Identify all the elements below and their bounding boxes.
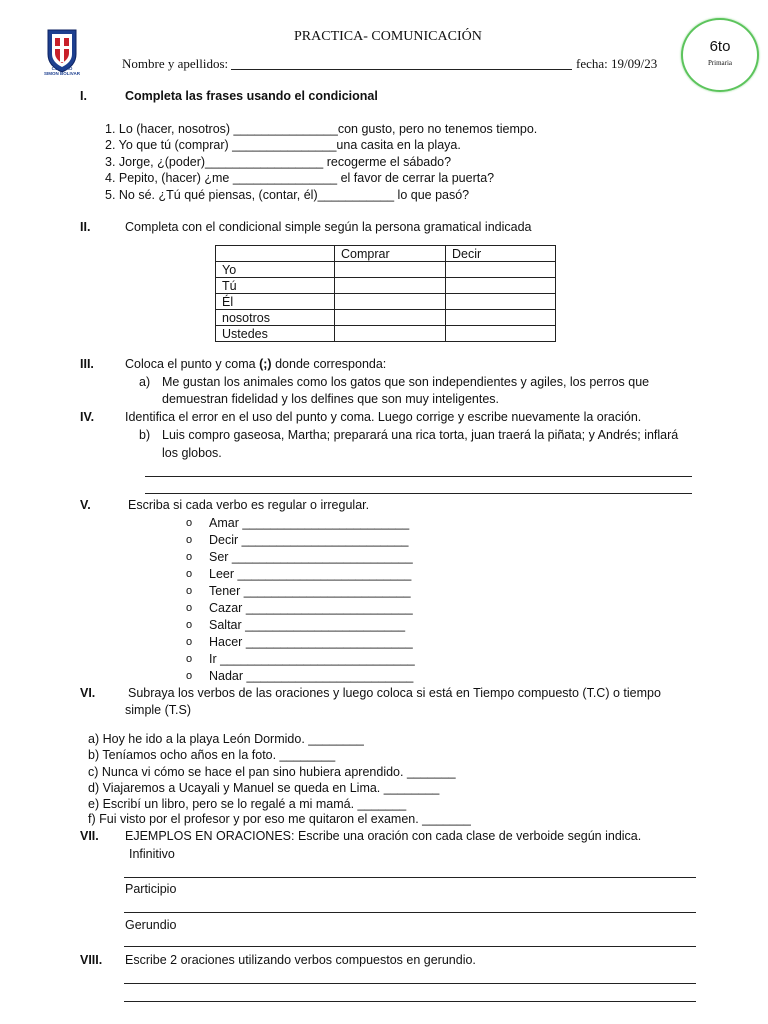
table-cell[interactable] [446, 262, 556, 278]
page-title: PRACTICA- COMUNICACIÓN [294, 29, 482, 44]
s1-item-1: 1. Lo (hacer, nosotros) _______________con gusto, pero no tenemos tiempo. [105, 122, 538, 136]
bullet-icon: o [186, 568, 193, 580]
s3-line-2: demuestran fidelidad y los delfines que son muy inteligentes. [162, 392, 500, 406]
table-cell[interactable] [335, 326, 446, 342]
conjugation-table [215, 245, 556, 342]
table-row-label: Tú [216, 278, 335, 294]
s3-line-1: Me gustan los animales como los gatos que son independientes y agiles, los perros que [162, 375, 650, 389]
section-2-title: Completa con el condicional simple según la persona gramatical indicada [125, 220, 532, 234]
section-5-number: V. [80, 498, 91, 512]
label-infinitivo: Infinitivo [129, 847, 175, 861]
section-3-number: III. [80, 357, 94, 371]
section-4-title: Identifica el error en el uso del punto y coma. Luego corrige y escribe nuevamente la oración. [125, 410, 642, 424]
s5-item-7: Saltar _______________________ [209, 618, 406, 632]
section-3-title-c: donde corresponda: [271, 357, 387, 371]
badge-grade: 6to [709, 38, 731, 55]
table-row-label: Yo [216, 262, 335, 278]
s4-item-label: b) [139, 428, 151, 442]
table-cell[interactable] [446, 326, 556, 342]
answer-line[interactable] [124, 877, 696, 878]
table-row-label: Ustedes [216, 326, 335, 342]
grade-badge [681, 18, 759, 92]
s6-item-a: a) Hoy he ido a la playa León Dormido. ________ [88, 732, 364, 746]
answer-line[interactable] [124, 912, 696, 913]
s1-item-4: 4. Pepito, (hacer) ¿me _______________ el favor de cerrar la puerta? [105, 171, 495, 185]
table-cell[interactable] [335, 310, 446, 326]
school-logo [36, 26, 88, 78]
s5-item-1: Amar ________________________ [209, 516, 410, 530]
table-header-decir: Decir [446, 246, 556, 262]
table-row-label: Él [216, 294, 335, 310]
s3-item-label: a) [139, 375, 151, 389]
bullet-icon: o [186, 551, 193, 563]
answer-line[interactable] [124, 983, 696, 984]
s6-item-c: c) Nunca vi cómo se hace el pan sino hubiera aprendido. _______ [88, 765, 456, 779]
s1-item-5: 5. No sé. ¿Tú qué piensas, (contar, él)___________ lo que pasó? [105, 188, 470, 202]
bullet-icon: o [186, 602, 193, 614]
section-5-title: Escriba si cada verbo es regular o irregular. [128, 498, 370, 512]
label-participio: Participio [125, 882, 177, 896]
s1-item-2: 2. Yo que tú (comprar) _______________una casita en la playa. [105, 138, 461, 152]
table-cell[interactable] [335, 262, 446, 278]
section-4-number: IV. [80, 410, 95, 424]
section-1-number: I. [80, 89, 87, 103]
section-2-number: II. [80, 220, 91, 234]
s5-item-2: Decir ________________________ [209, 533, 409, 547]
table-row-label: nosotros [216, 310, 335, 326]
table-cell[interactable] [446, 278, 556, 294]
table-cell[interactable] [335, 278, 446, 294]
s5-item-9: Ir ____________________________ [209, 652, 415, 666]
logo-text-2: SIMON BOLIVAR [44, 71, 80, 76]
bullet-icon: o [186, 670, 193, 682]
bullet-icon: o [186, 653, 193, 665]
answer-line[interactable] [145, 476, 692, 477]
s5-item-5: Tener ________________________ [209, 584, 411, 598]
table-header-comprar: Comprar [335, 246, 446, 262]
s4-line-1: Luis compro gaseosa, Martha; preparará una rica torta, juan traerá la piñata; y Andrés; inflará [162, 428, 679, 442]
s6-item-b: b) Teníamos ocho años en la foto. ________ [88, 748, 336, 762]
s5-item-10: Nadar ________________________ [209, 669, 414, 683]
s6-item-e: e) Escribí un libro, pero se lo regalé a mi mamá. _______ [88, 797, 407, 811]
s6-item-d: d) Viajaremos a Ucayali y Manuel se queda en Lima. ________ [88, 781, 440, 795]
s1-item-3: 3. Jorge, ¿(poder)_________________ recogerme el sábado? [105, 155, 452, 169]
bullet-icon: o [186, 534, 193, 546]
section-8-title: Escribe 2 oraciones utilizando verbos compuestos en gerundio. [125, 953, 476, 967]
s4-line-2: los globos. [162, 446, 222, 460]
section-6-title-1: Subraya los verbos de las oraciones y luego coloca si está en Tiempo compuesto (T.C) o tiempo [128, 686, 661, 700]
bullet-icon: o [186, 517, 193, 529]
date-label: fecha: 19/09/23 [576, 56, 658, 71]
s5-item-8: Hacer ________________________ [209, 635, 413, 649]
section-7-title: EJEMPLOS EN ORACIONES: Escribe una oración con cada clase de verboide según indica. [125, 829, 642, 843]
badge-level: Primaria [707, 59, 733, 67]
section-3-title-b: (;) [259, 357, 272, 371]
table-cell[interactable] [446, 310, 556, 326]
section-3-title [125, 357, 386, 371]
answer-line[interactable] [124, 1001, 696, 1002]
table-corner-cell [216, 246, 335, 262]
section-3-title-a: Coloca el punto y coma [125, 357, 260, 371]
answer-line[interactable] [124, 946, 696, 947]
section-8-number: VIII. [80, 953, 103, 967]
s5-item-4: Leer _________________________ [209, 567, 412, 581]
name-line[interactable] [231, 69, 572, 70]
label-gerundio: Gerundio [125, 918, 177, 932]
s5-item-6: Cazar ________________________ [209, 601, 413, 615]
bullet-icon: o [186, 585, 193, 597]
table-cell[interactable] [446, 294, 556, 310]
s6-item-f: f) Fui visto por el profesor y por eso me quitaron el examen. _______ [88, 812, 471, 826]
section-6-title-2: simple (T.S) [125, 703, 191, 717]
table-cell[interactable] [335, 294, 446, 310]
section-6-number: VI. [80, 686, 96, 700]
bullet-icon: o [186, 636, 193, 648]
section-7-number: VII. [80, 829, 99, 843]
section-1-title: Completa las frases usando el condicional [125, 89, 378, 103]
logo-text-1: COLEGIO [51, 66, 73, 71]
answer-line[interactable] [145, 493, 692, 494]
s5-item-3: Ser __________________________ [209, 550, 413, 564]
bullet-icon: o [186, 619, 193, 631]
name-label: Nombre y apellidos: [122, 56, 229, 71]
